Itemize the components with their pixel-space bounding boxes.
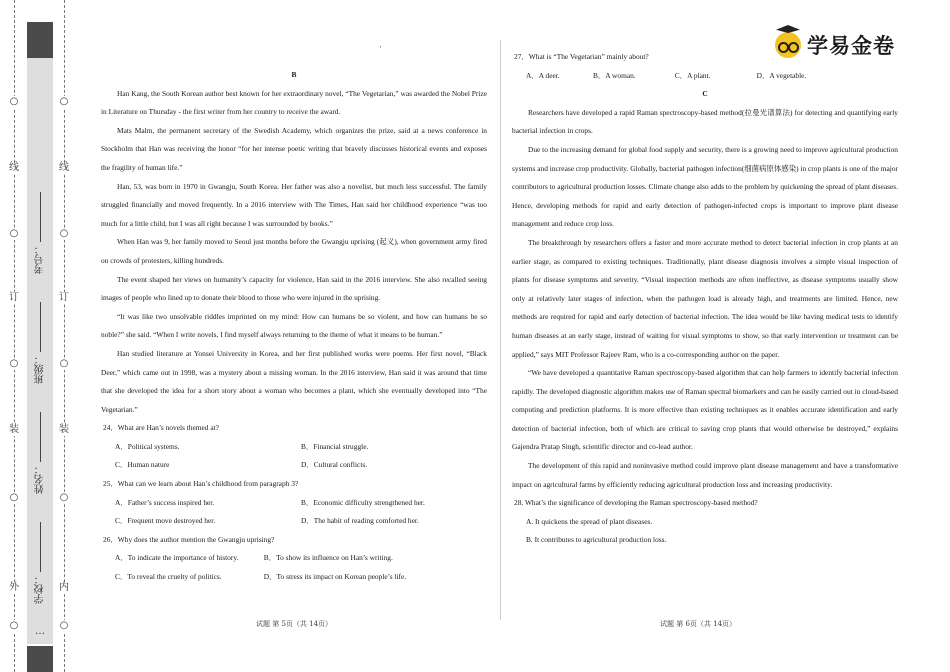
passage-c-para-3: The breakthrough by researchers offers a faster and more accurate method to detect bacterial infection in crop plants at an earlier stage, as compared to existing techniques. Traditionally, plant disease diagnosis involves a simple visual inspection of plants for disease symptoms and severity. “Visual inspection methods are often ineffective, as disease symptoms usually show only at relatively later stages of infection, when the pathogen load is already high, and treatments are limited. Hence, new methods are required for rapid and early detection of bacterial infection. The idea would be like having medical tests to identify human diseases at an early stage, instead of waiting for visual symptoms to show, so that early intervention or treatment can be applied,” says MIT Professor Rajeev Ram, who is a co-corresponding author on the paper. [512, 237, 898, 359]
q26-option-d[interactable]: D．To stress its impact on Korean people’s life. [263, 572, 407, 582]
logo-text: 学易金卷 [807, 34, 895, 58]
inner-mark-zhuang: 装 [56, 424, 72, 436]
question-25-options [101, 494, 487, 531]
binding-strip [0, 0, 80, 672]
passage-c-para-2: Due to the increasing demand for global food supply and security, there is a growing need to improve agricultural production systems and increase crop productivity. Globally, bacterial pathogen infection(细菌病原体感染) in crop plants is one of the major contributors to agricultural production losses. Climate change also adds to the problem by quickening the spread of plant diseases. Hence, developing methods for rapid and early detection of pathogen-infected crops is important to improve plant disease management and reduce crop loss. [512, 144, 898, 229]
field-name[interactable]: 姓名： [33, 410, 47, 494]
q24-option-a[interactable]: A．Political systems. [115, 441, 180, 451]
q27-option-d[interactable]: D．A vegetable. [756, 70, 807, 80]
inner-circle-1: ○ [56, 96, 72, 108]
passage-b-para-5: The event shaped her views on humanity’s capacity for violence, Han said in the 2016 interview. She also recalled seeing images of people who lined up to donate their blood to those who were injured in the uprising. [101, 274, 487, 303]
page-footer-left: 试题 第 5页（共 14页） [256, 620, 333, 628]
outer-circle-5: ○ [6, 620, 22, 632]
outer-circle-4: ○ [6, 492, 22, 504]
q26-option-b[interactable]: B．To show its influence on Han’s writing. [263, 553, 393, 563]
outer-mark-ding: 订 [6, 292, 22, 304]
q24-option-b[interactable]: B．Financial struggle. [301, 441, 369, 451]
q27-option-b[interactable]: B．A woman. [592, 70, 636, 80]
inner-mark-xian: 线 [56, 162, 72, 174]
binding-top-cap [27, 22, 53, 58]
inner-circle-5: ○ [56, 620, 72, 632]
outer-mark-wai: 外 [6, 582, 22, 594]
question-25-stem: 25．What can we learn about Han’s childhood from paragraph 3? [103, 479, 299, 489]
question-26-options [101, 549, 487, 586]
binding-bottom-cap [27, 646, 53, 672]
section-label-b: B [291, 70, 297, 79]
outer-mark-xian: 线 [6, 162, 22, 174]
page-tick-mark: ' [380, 45, 382, 53]
q26-option-a[interactable]: A．To indicate the importance of history. [115, 553, 239, 563]
left-column [101, 66, 487, 587]
inner-circle-4: ○ [56, 492, 72, 504]
passage-b-para-7: Han studied literature at Yonsei University in Korea, and her first published works were poems. Her first novel, “Black Deer,” which came out in 1998, was a mystery about a missing woman. In the 2016 interview, Han said it was around that time that she developed the idea for a short story about a woman who becomes a plant, which she eventually developed into “The Vegetarian.” [101, 348, 487, 414]
q27-option-a[interactable]: A．A deer. [526, 70, 560, 80]
q25-option-a[interactable]: A．Father’s success inspired her. [115, 497, 215, 507]
page-footer-right: 试题 第 6页（共 14页） [660, 620, 737, 628]
passage-c-para-5: The development of this rapid and noninvasive method could improve plant disease management and have a transformative impact on agricultural farms by efficiently reducing agricultural production loss and increasing productivity. [512, 461, 898, 489]
binding-ellipsis: … [32, 626, 48, 638]
passage-b-para-3: Han, 53, was born in 1970 in Gwangju, South Korea. Her father was also a novelist, but much less successful. The family struggled financially and moved frequently. In a 2016 interview with The Times, Han said her childhood experience “was too much for a little child, but I was all right because I was surrounded by books.” [101, 181, 487, 228]
question-24-options [101, 438, 487, 475]
outer-mark-zhuang: 装 [6, 424, 22, 436]
q25-option-d[interactable]: D．The habit of reading comforted her. [301, 516, 419, 526]
question-24-stem: 24．What are Han’s novels themed at? [103, 423, 219, 433]
field-exam-number[interactable]: 考号： [33, 190, 47, 274]
passage-c-para-4: “We have developed a quantitative Raman spectroscopy-based algorithm that can help farmers to identify bacterial infection rapidly. The developed diagnostic algorithm makes use of Raman spectral biomarkers and can be easily carried out in cloud-based computing and prediction platforms. It is more effective than existing techniques as it enables accurate identification and early detection of bacterial infection, both of which are critical to saving crop plants that would otherwise be destroyed,” explains Gajendra Pratap Singh, scientific director and co-lead author. [512, 368, 898, 452]
q26-option-c[interactable]: C．To reveal the cruelty of politics. [115, 572, 222, 582]
q25-option-b[interactable]: B．Economic difficulty strengthened her. [301, 497, 425, 507]
inner-circle-3: ○ [56, 358, 72, 370]
passage-b-para-2: Mats Malm, the permanent secretary of the Swedish Academy, which organizes the prize, said at a news conference in Stockholm that Han was receiving the honor “for her intense poetic writing that bravely discusses historical events and exposes the fragility of human life.” [101, 125, 487, 172]
q28-option-b[interactable]: B. It contributes to agricultural production loss. [526, 535, 667, 545]
section-label-c: C [702, 89, 708, 99]
question-26-stem: 26．Why does the author mention the Gwangju uprising? [103, 534, 275, 544]
question-28-stem: 28. What’s the significance of developing the Raman spectroscopy-based method? [514, 498, 758, 508]
q24-option-c[interactable]: C．Human nature [115, 460, 170, 470]
field-school[interactable]: 学校： [33, 520, 47, 604]
q25-option-c[interactable]: C．Frequent move destroyed her. [115, 516, 216, 526]
right-column [512, 48, 898, 550]
q28-option-a[interactable]: A. It quickens the spread of plant diseases. [526, 516, 653, 526]
inner-mark-nei: 内 [56, 582, 72, 594]
q27-option-c[interactable]: C．A plant. [674, 70, 711, 80]
passage-b-para-4: When Han was 9, her family moved to Seoul just months before the Gwangju uprising (起义), when government army fired on crowds of protesters, killing hundreds. [101, 237, 487, 265]
outer-circle-3: ○ [6, 358, 22, 370]
outer-circle-1: ○ [6, 96, 22, 108]
inner-mark-ding: 订 [56, 292, 72, 304]
inner-circle-2: ○ [56, 228, 72, 240]
question-27-options [512, 67, 898, 86]
passage-b-para-6: “It was like two unsolvable riddles imprinted on my mind: How can humans be so violent, and how can humans be so noble?” she said. “When I write novels, I find myself always returning to the theme of what it means to be human.” [101, 311, 487, 340]
passage-b-para-1: Han Kang, the South Korean author best known for her extraordinary novel, “The Vegetarian,” was awarded the Nobel Prize in Literature on Thursday - the first writer from her country to receive the award. [101, 88, 487, 117]
q24-option-d[interactable]: D．Cultural conflicts. [301, 460, 368, 470]
column-divider [500, 40, 501, 620]
field-class[interactable]: 班级： [33, 300, 47, 384]
passage-c-para-1: Researchers have developed a rapid Raman spectroscopy-based method(拉曼光谱算法) for detecting and quantifying early bacterial infection in crops. [512, 107, 898, 136]
outer-circle-2: ○ [6, 228, 22, 240]
question-27-stem: 27．What is “The Vegetarian” mainly about? [514, 52, 649, 61]
